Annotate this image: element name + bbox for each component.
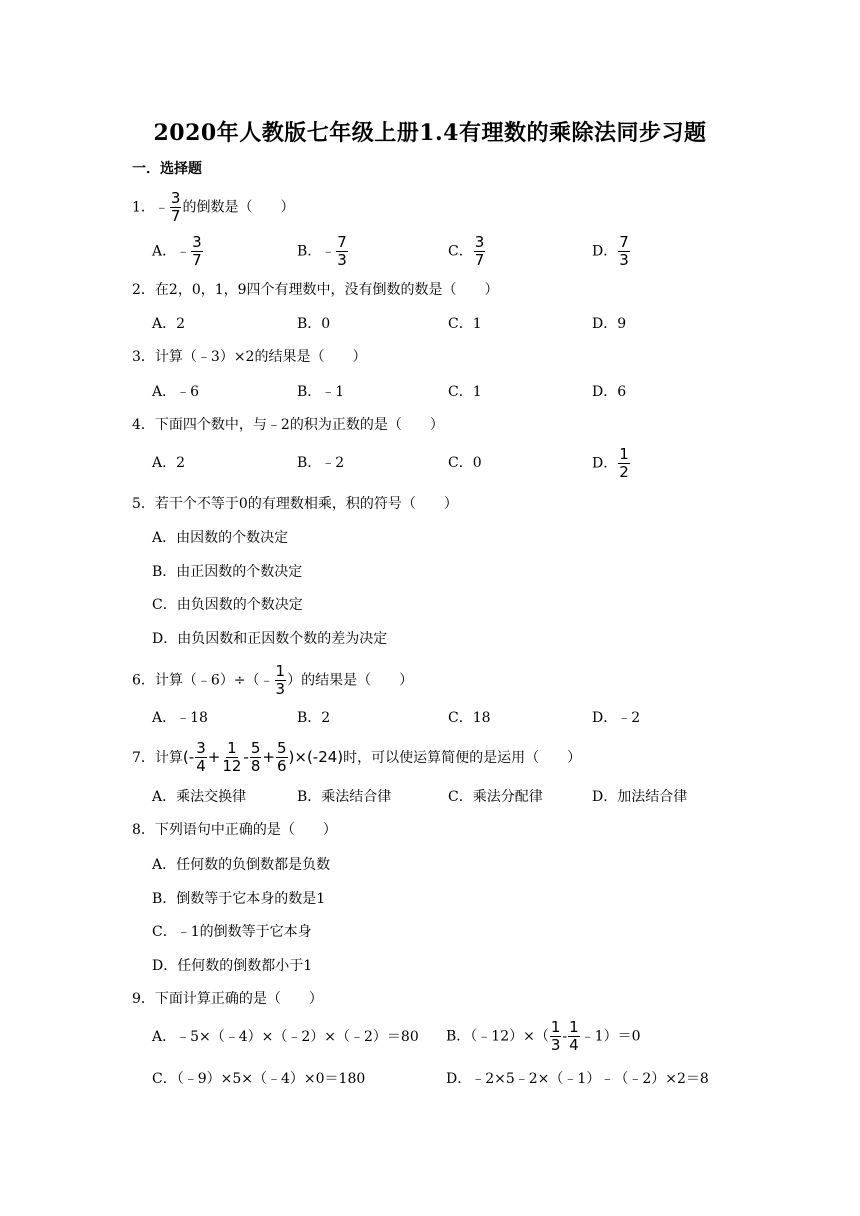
q1-option-b[interactable]: B．﹣ $\frac{7}{3}$ [297,233,347,269]
q6-option-a[interactable]: A．﹣18 [152,710,208,726]
math-expression: (- $\frac{3}{4}$ + $\frac{1}{12}$ - $\frac{5}{8}$ + $\frac{5}{6}$ )×(-24) [182,739,344,775]
q3-option-a[interactable]: A．﹣6 [152,384,200,400]
question-2: 2．在2，0，1，9四个有理数中，没有倒数的数是（ ） [132,282,499,298]
question-1: 1．﹣ $\frac{3}{7}$ 的倒数是（ ） [132,189,295,225]
fraction: $\frac{3}{7}$ [474,233,485,269]
fraction: $\frac{1}{2}$ [619,445,629,481]
q3-option-b[interactable]: B．﹣1 [297,384,345,400]
q4-option-c[interactable]: C．0 [448,455,482,471]
q5-option-a[interactable]: A．由因数的个数决定 [152,530,289,546]
q3-option-c[interactable]: C．1 [448,384,482,400]
q9-option-a[interactable]: A．﹣5×（﹣4）×（﹣2）×（﹣2）＝80 [152,1029,419,1045]
q6-option-b[interactable]: B．2 [297,710,331,726]
q4-option-b[interactable]: B．﹣2 [297,455,345,471]
q7-option-c[interactable]: C．乘法分配律 [448,789,543,805]
section-heading: 一．选择题 [132,161,202,177]
q7-option-d[interactable]: D．加法结合律 [592,789,688,805]
q8-option-b[interactable]: B．倒数等于它本身的数是1 [152,891,326,907]
fraction: $\frac{3}{7}$ [170,189,181,225]
q5-option-b[interactable]: B．由正因数的个数决定 [152,564,303,580]
q1-option-d[interactable]: D． $\frac{7}{3}$ [592,233,629,269]
question-8: 8．下列语句中正确的是（ ） [132,822,337,838]
q5-option-c[interactable]: C．由负因数的个数决定 [152,597,303,613]
q7-option-a[interactable]: A．乘法交换律 [152,789,247,805]
document-title: 2020年人教版七年级上册1.4有理数的乘除法同步习题 [153,120,707,146]
q1-option-c[interactable]: C． $\frac{3}{7}$ [448,233,485,269]
question-7: 7．计算(- $\frac{3}{4}$ + $\frac{1}{12}$ - $\frac{5}{8}$ + $\frac{5}{6}$ )×(-24)时，可以使运算简便的是运用（ ） [132,739,582,775]
question-3: 3．计算（﹣3）×2的结果是（ ） [132,349,367,365]
q1-option-a[interactable]: A．﹣ $\frac{3}{7}$ [152,233,202,269]
q2-option-c[interactable]: C．1 [448,316,482,332]
fraction: $\frac{1}{3}$ [550,1018,561,1054]
q6-option-d[interactable]: D．﹣2 [592,710,641,726]
q8-option-c[interactable]: C．﹣1的倒数等于它本身 [152,924,312,940]
question-5: 5．若干个不等于0的有理数相乘，积的符号（ ） [132,496,458,512]
question-9: 9．下面计算正确的是（ ） [132,991,323,1007]
q9-option-d[interactable]: D．﹣2×5﹣2×（﹣1）﹣（﹣2）×2＝8 [446,1071,709,1087]
fraction: $\frac{3}{7}$ [192,233,202,269]
q4-option-a[interactable]: A．2 [152,455,186,471]
question-6: 6．计算（﹣6）÷（﹣ $\frac{1}{3}$ ）的结果是（ ） [132,662,414,698]
fraction: $\frac{1}{3}$ [275,662,286,698]
q8-option-a[interactable]: A．任何数的负倒数都是负数 [152,857,331,873]
q6-option-c[interactable]: C．18 [448,710,491,726]
question-4: 4．下面四个数中，与﹣2的积为正数的是（ ） [132,417,444,433]
q3-option-d[interactable]: D．6 [592,384,627,400]
fraction: $\frac{7}{3}$ [337,233,347,269]
q9-option-b[interactable]: B．（﹣12）×（ $\frac{1}{3}$ - $\frac{1}{4}$ ﹣1）＝0 [446,1018,641,1054]
q2-option-a[interactable]: A．2 [152,316,186,332]
fraction: $\frac{1}{4}$ [569,1018,579,1054]
q4-option-d[interactable]: D． $\frac{1}{2}$ [592,445,629,481]
fraction: $\frac{7}{3}$ [619,233,629,269]
q2-option-b[interactable]: B．0 [297,316,331,332]
q7-option-b[interactable]: B．乘法结合律 [297,789,392,805]
q5-option-d[interactable]: D．由负因数和正因数个数的差为决定 [152,631,388,647]
q8-option-d[interactable]: D．任何数的倒数都小于1 [152,958,313,974]
q9-option-c[interactable]: C．（﹣9）×5×（﹣4）×0＝180 [152,1071,366,1087]
q2-option-d[interactable]: D．9 [592,316,627,332]
